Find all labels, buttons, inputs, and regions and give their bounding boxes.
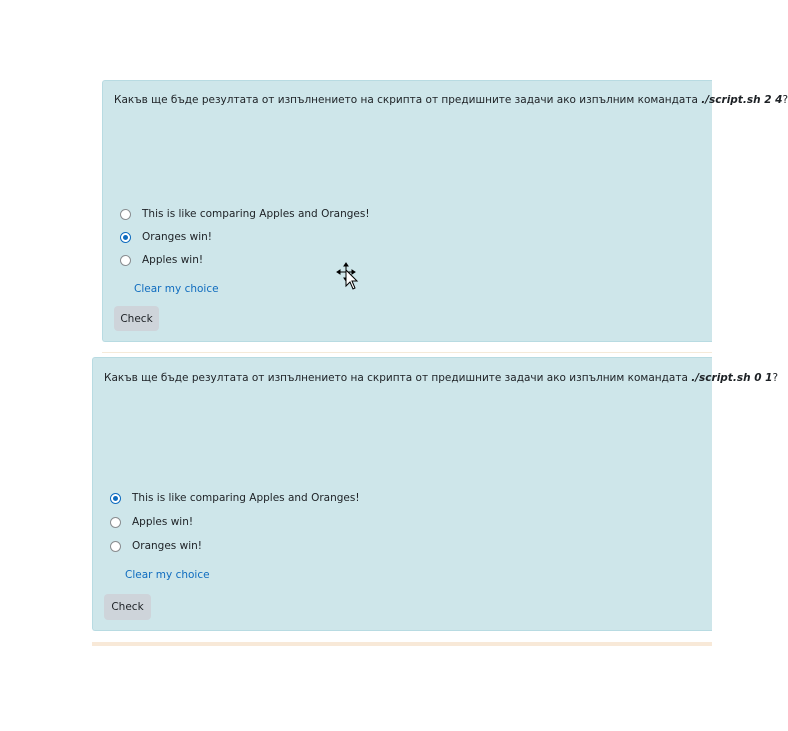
move-cursor-icon bbox=[336, 262, 360, 296]
question-text bbox=[114, 93, 788, 107]
clear-choice-link[interactable]: Clear my choice bbox=[125, 569, 210, 581]
check-button[interactable]: Check bbox=[114, 306, 159, 331]
question-text bbox=[104, 371, 778, 385]
question-card-2 bbox=[92, 357, 779, 631]
question-prompt: Какъв ще бъде резултата от изпълнението на скрипта от предишните задачи ако изпълним командата bbox=[104, 372, 692, 384]
answer-option[interactable] bbox=[110, 490, 360, 506]
answer-label: Apples win! bbox=[142, 254, 204, 266]
question-command: ./script.sh 0 1 bbox=[691, 372, 773, 384]
divider bbox=[102, 352, 712, 353]
answer-label: This is like comparing Apples and Oranges! bbox=[132, 492, 360, 504]
radio-button-selected[interactable] bbox=[110, 493, 121, 504]
answer-label: Oranges win! bbox=[132, 540, 202, 552]
answer-option[interactable] bbox=[120, 252, 203, 268]
question-command: ./script.sh 2 4 bbox=[701, 94, 783, 106]
radio-button[interactable] bbox=[120, 209, 131, 220]
question-mark: ? bbox=[782, 94, 788, 106]
question-card-1 bbox=[102, 80, 788, 342]
radio-button[interactable] bbox=[110, 517, 121, 528]
answer-option[interactable] bbox=[110, 538, 202, 554]
question-prompt: Какъв ще бъде резултата от изпълнението на скрипта от предишните задачи ако изпълним командата bbox=[114, 94, 702, 106]
clear-choice-link[interactable]: Clear my choice bbox=[134, 283, 219, 295]
radio-button[interactable] bbox=[120, 255, 131, 266]
answer-label: Oranges win! bbox=[142, 231, 212, 243]
divider bbox=[92, 642, 712, 646]
answer-option[interactable] bbox=[120, 206, 370, 222]
check-button[interactable]: Check bbox=[104, 594, 151, 620]
answer-option[interactable] bbox=[120, 229, 212, 245]
radio-button-selected[interactable] bbox=[120, 232, 131, 243]
answer-option[interactable] bbox=[110, 514, 193, 530]
question-mark: ? bbox=[772, 372, 779, 384]
radio-button[interactable] bbox=[110, 541, 121, 552]
answer-label: Apples win! bbox=[132, 516, 194, 528]
answer-label: This is like comparing Apples and Oranges! bbox=[142, 208, 370, 220]
